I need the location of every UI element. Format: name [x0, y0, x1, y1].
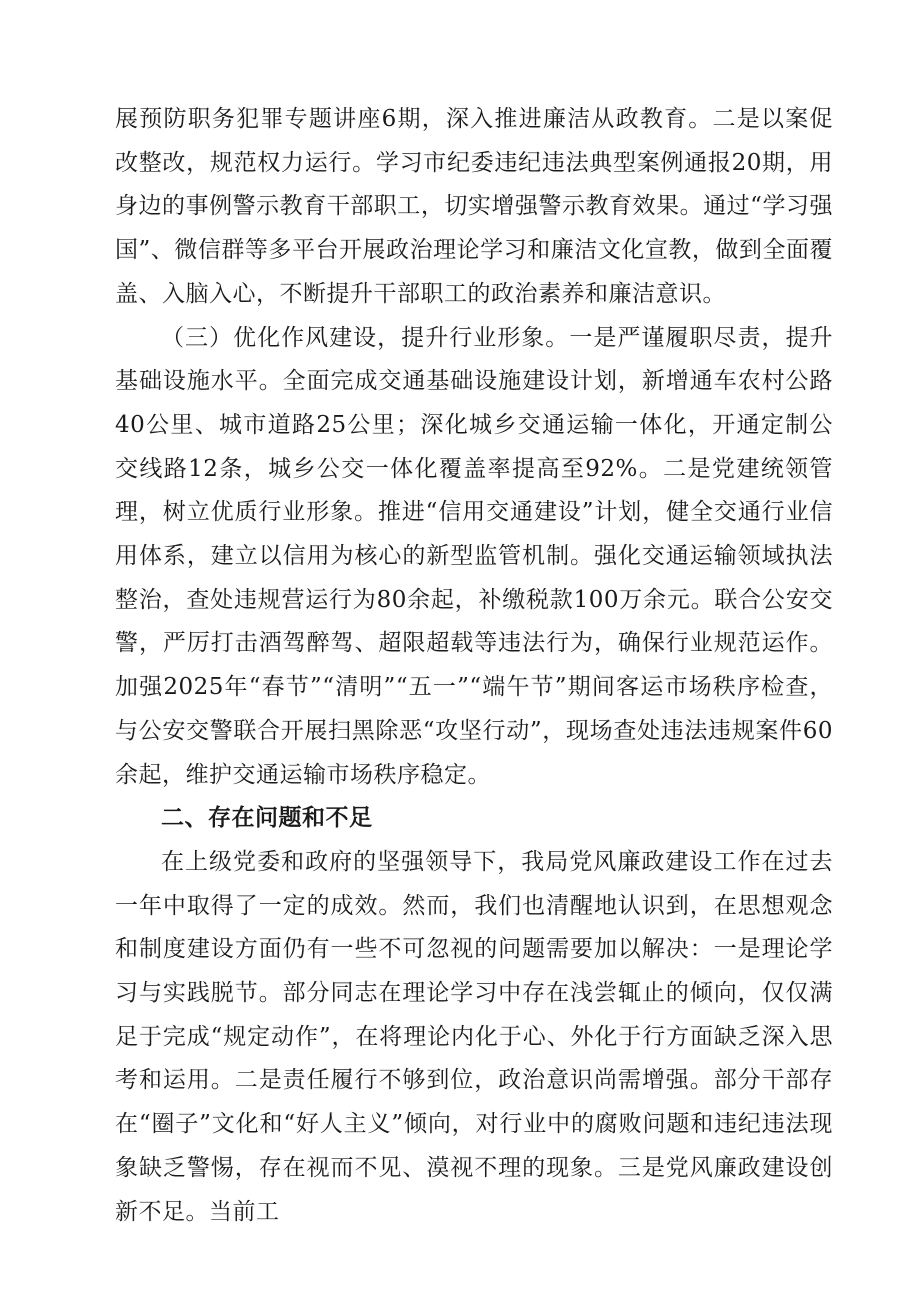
paragraph-work-style: （三）优化作风建设，提升行业形象。一是严谨履职尽责，提升基础设施水平。全面完成交通基础设施建设计划，新增通车农村公路40公里、城市道路25公里；深化城乡交通运输一体化，开通定制公交线路12条，城乡公交一体化覆盖率提高至92%。二是党建统领管理，树立优质行业形象。推进“信用交通建设”计划，健全交通行业信用体系，建立以信用为核心的新型监管机制。强化交通运输领域执法整治，查处违规营运行为80余起，补缴税款100万余元。联合公安交警，严厉打击酒驾醉驾、超限超载等违法行为，确保行业规范运作。加强2025年“春节”“清明”“五一”“端午节”期间客运市场秩序检查，与公安交警联合开展扫黑除恶“攻坚行动”，现场查处违法违规案件60余起，维护交通运输市场秩序稳定。 [115, 324, 833, 788]
paragraph-education: 展预防职务犯罪专题讲座6期，深入推进廉洁从政教育。二是以案促改整改，规范权力运行。学习市纪委违纪违法典型案例通报20期，用身边的事例警示教育干部职工，切实增强警示教育效果。通过“学习强国”、微信群等多平台开展政治理论学习和廉洁文化宣教，做到全面覆盖、入脑入心，不断提升干部职工的政治素养和廉洁意识。 [115, 106, 833, 307]
document-page [115, 98, 833, 1234]
paragraph-problems: 在上级党委和政府的坚强领导下，我局党风廉政建设工作在过去一年中取得了一定的成效。然而，我们也清醒地认识到，在思想观念和制度建设方面仍有一些不可忽视的问题需要加以解决：一是理论学习与实践脱节。部分同志在理论学习中存在浅尝辄止的倾向，仅仅满足于完成“规定动作”，在将理论内化于心、外化于行方面缺乏深入思考和运用。二是责任履行不够到位，政治意识尚需增强。部分干部存在“圈子”文化和“好人主义”倾向，对行业中的腐败问题和违纪违法现象缺乏警惕，存在视而不见、漠视不理的现象。三是党风廉政建设创新不足。当前工 [115, 848, 833, 1225]
section-heading-problems: 二、存在问题和不足 [161, 805, 373, 832]
